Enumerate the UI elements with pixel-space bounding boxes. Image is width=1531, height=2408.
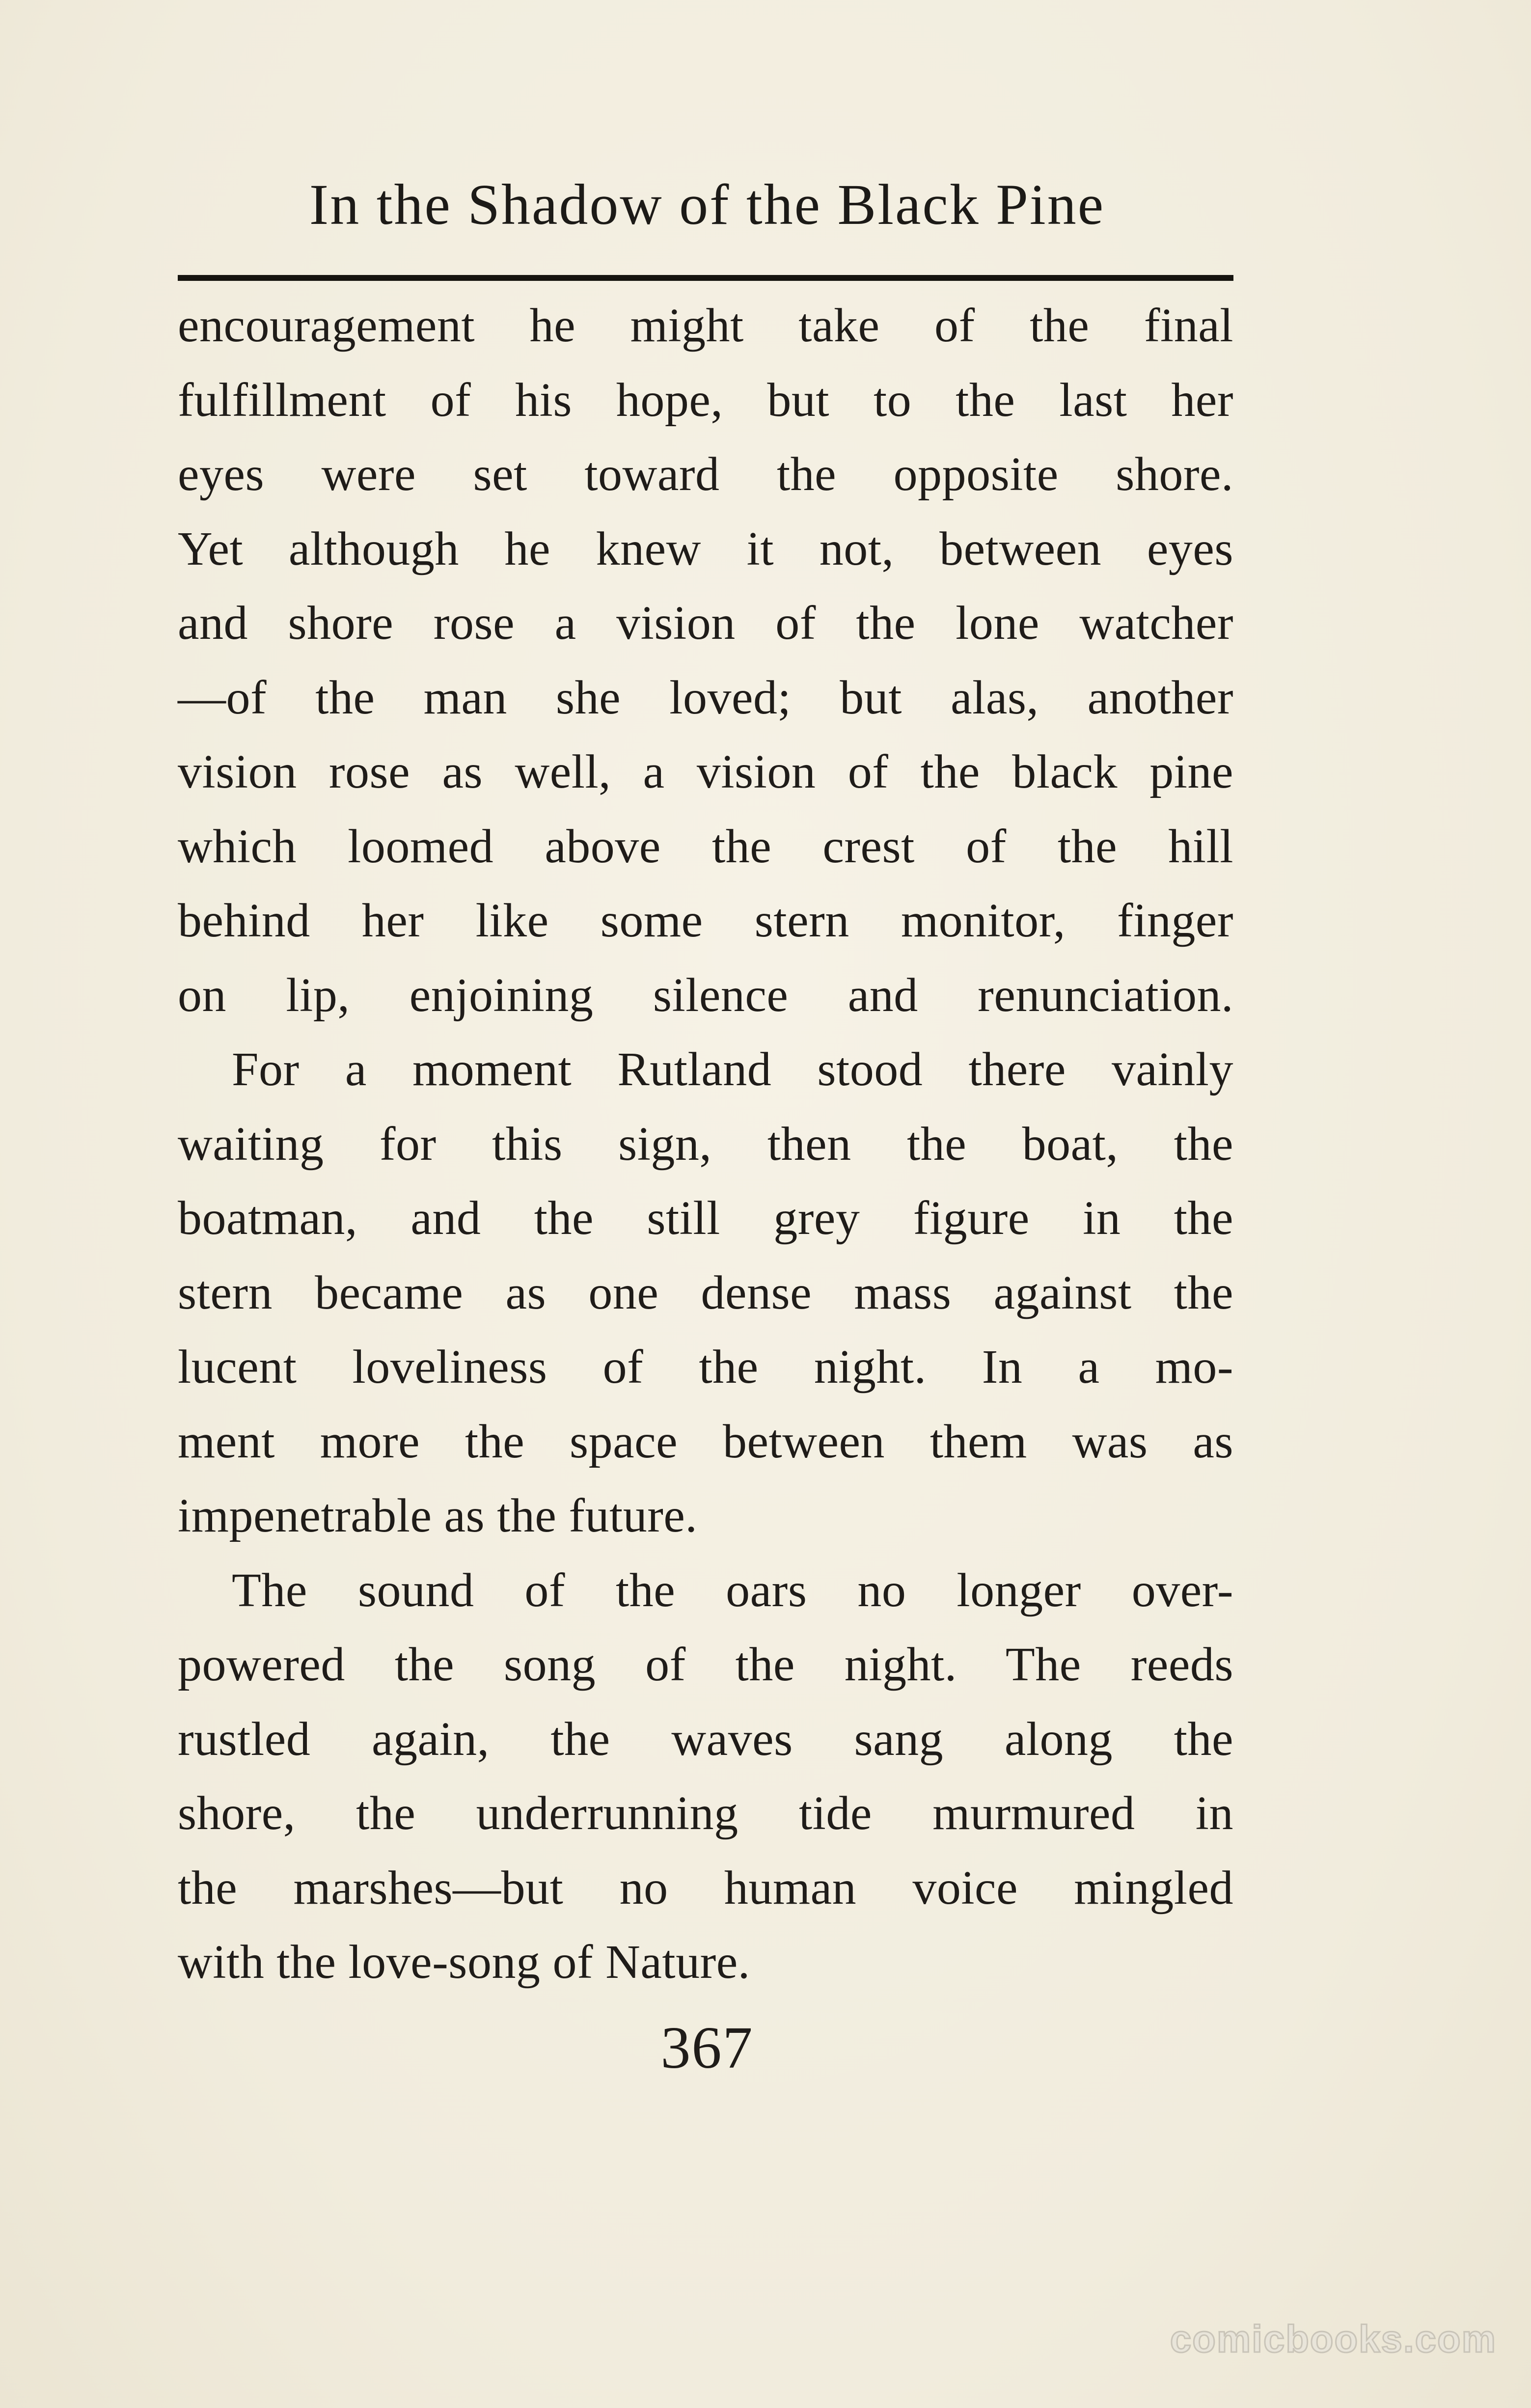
text-line: lucent loveliness of the night. In a mo- bbox=[178, 1341, 1233, 1394]
page-number: 367 bbox=[660, 2015, 754, 2081]
text-line: For a moment Rutland stood there vainly bbox=[232, 1043, 1233, 1096]
text-line: on lip, enjoining silence and renunciation. bbox=[178, 968, 1233, 1022]
watermark: comicbooks.com bbox=[1170, 2317, 1497, 2360]
text-line: the marshes—but no human voice mingled bbox=[178, 1861, 1233, 1915]
text-line: vision rose as well, a vision of the black pine bbox=[178, 745, 1233, 798]
text-line: stern became as one dense mass against the bbox=[178, 1266, 1233, 1319]
text-line: —of the man she loved; but alas, another bbox=[178, 671, 1233, 724]
text-line: fulfillment of his hope, but to the last her bbox=[178, 373, 1233, 427]
body-text bbox=[178, 289, 1233, 2000]
text-line: Yet although he knew it not, between eyes bbox=[178, 522, 1233, 575]
text-line: encouragement he might take of the final bbox=[178, 299, 1233, 352]
text-line: powered the song of the night. The reeds bbox=[178, 1638, 1233, 1691]
text-line: The sound of the oars no longer over- bbox=[232, 1563, 1233, 1617]
text-line: shore, the underrunning tide murmured in bbox=[178, 1787, 1233, 1840]
text-line: impenetrable as the future. bbox=[178, 1489, 698, 1542]
running-head: In the Shadow of the Black Pine bbox=[309, 172, 1105, 237]
header-rule bbox=[178, 275, 1233, 281]
text-line: with the love-song of Nature. bbox=[178, 1936, 750, 1989]
text-line: ment more the space between them was as bbox=[178, 1415, 1233, 1468]
text-line: boatman, and the still grey figure in the bbox=[178, 1192, 1233, 1245]
text-line: rustled again, the waves sang along the bbox=[178, 1712, 1233, 1766]
text-line: which loomed above the crest of the hill bbox=[178, 820, 1233, 873]
text-line: eyes were set toward the opposite shore. bbox=[178, 448, 1233, 501]
text-line: waiting for this sign, then the boat, the bbox=[178, 1117, 1233, 1171]
text-line: behind her like some stern monitor, finger bbox=[178, 894, 1233, 947]
text-line: and shore rose a vision of the lone watcher bbox=[178, 597, 1233, 650]
